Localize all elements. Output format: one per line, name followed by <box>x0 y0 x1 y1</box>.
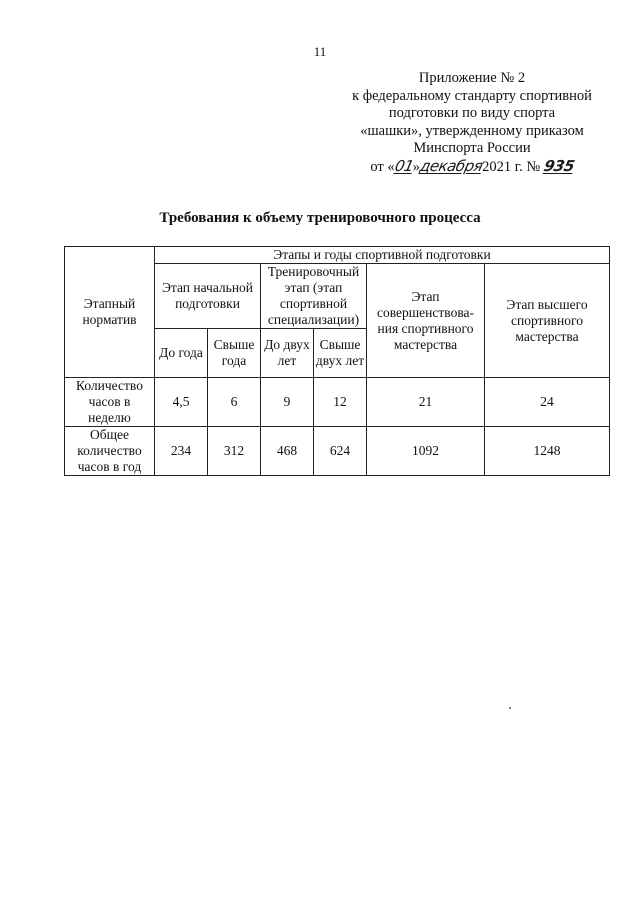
table-header-row <box>65 247 610 264</box>
table-cell: 624 <box>314 427 367 476</box>
table-cell: 24 <box>485 378 610 427</box>
appendix-line: Приложение № 2 <box>418 70 526 86</box>
training-volume-table <box>64 246 610 476</box>
scan-speck <box>509 707 511 709</box>
appendix-block <box>338 70 606 176</box>
table-row <box>65 427 610 476</box>
table-cell: 6 <box>208 378 261 427</box>
table-row <box>65 378 610 427</box>
year-up-to-one: До года <box>155 329 208 378</box>
table-cell: 234 <box>155 427 208 476</box>
stage-improvement: Этап совершенствова-ния спортивного мастерства <box>367 264 485 378</box>
table-cell: 468 <box>261 427 314 476</box>
table-cell: 312 <box>208 427 261 476</box>
stage-initial: Этап начальной подготовки <box>155 264 261 329</box>
stages-header: Этапы и годы спортивной подготовки <box>155 247 610 264</box>
row-label-hours-week: Количество часов в неделю <box>65 378 155 427</box>
table-cell: 12 <box>314 378 367 427</box>
order-number-handwritten: 935 <box>542 156 576 175</box>
table-cell: 4,5 <box>155 378 208 427</box>
stage-higher-mastery: Этап высшего спортивного мастерства <box>485 264 610 378</box>
order-prefix: от « <box>370 158 395 175</box>
year-over-two: Свыше двух лет <box>314 329 367 378</box>
appendix-line: Минспорта России <box>413 140 531 156</box>
table-cell: 9 <box>261 378 314 427</box>
document-title: Требования к объему тренировочного процесса <box>159 210 481 226</box>
appendix-line: к федеральному стандарту спортивной <box>352 87 592 104</box>
appendix-line: подготовки по виду спорта <box>388 105 556 121</box>
table-cell: 1092 <box>367 427 485 476</box>
table-cell: 21 <box>367 378 485 427</box>
order-year: 2021 г. № <box>482 158 541 175</box>
appendix-line: «шашки», утвержденному приказом <box>360 122 584 139</box>
page-number: 11 <box>313 44 327 59</box>
order-day-handwritten: 01 <box>392 156 415 175</box>
row-label-hours-year: Общее количество часов в год <box>65 427 155 476</box>
norm-header: Этапный норматив <box>65 247 155 378</box>
order-quote-close: » <box>412 158 420 175</box>
year-up-to-two: До двух лет <box>261 329 314 378</box>
stage-training: Тренировочный этап (этап спортивной специализации) <box>261 264 367 329</box>
year-over-one: Свыше года <box>208 329 261 378</box>
order-reference <box>338 158 606 177</box>
order-month-handwritten: декабря <box>418 156 485 175</box>
table-cell: 1248 <box>485 427 610 476</box>
